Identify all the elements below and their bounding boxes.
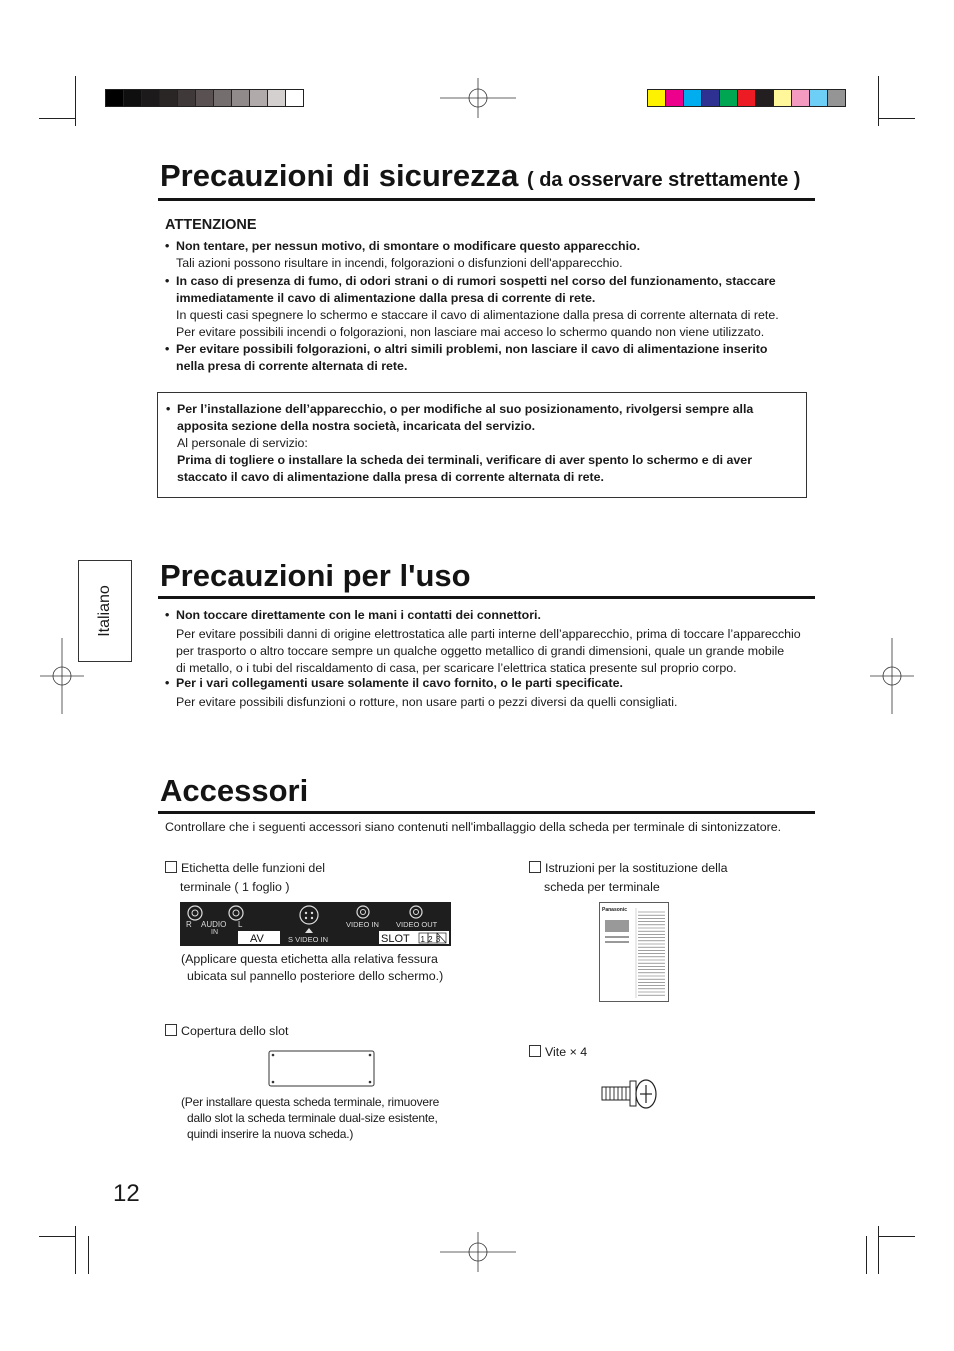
crop-mark — [39, 1236, 76, 1237]
strip-av-label: AV — [250, 933, 264, 945]
gray-color-bar — [105, 89, 304, 107]
color-swatch — [720, 90, 738, 106]
strip-slot-label: SLOT — [381, 933, 410, 945]
safety-section-title: Precauzioni di sicurezza ( da osservare strettamente ) — [160, 158, 801, 193]
color-swatch — [160, 90, 178, 106]
accessories-section-title: Accessori — [160, 773, 309, 808]
color-swatch — [648, 90, 666, 106]
color-swatch — [250, 90, 268, 106]
usage-item: • Per i vari collegamenti usare solamente il cavo fornito, o le parti specificate. Per evitare possibili disfunzioni o rotture, non usare parti o pezzi diversi da quelli consigliati. — [165, 676, 678, 709]
accessory-screw: Vite × 4 — [529, 1043, 587, 1062]
section-divider — [158, 596, 815, 599]
crop-mark — [878, 1226, 879, 1274]
color-swatch — [738, 90, 756, 106]
color-swatch — [792, 90, 810, 106]
color-swatch — [268, 90, 286, 106]
color-swatch — [232, 90, 250, 106]
attention-item: • In caso di presenza di fumo, di odori strani o di rumori sospetti nel corso del funzionamento, staccare immediatamente il cavo di alimentazione dalla presa di corrente di rete. In questi casi spegnere lo schermo e staccare il cavo di alimentazione dalla presa di corrente alternata di rete. Per evitare possibili incendi o folgorazioni, non lasciare mai acceso lo schermo quando non viene utilizzato. — [165, 274, 779, 339]
checkbox-icon — [529, 861, 541, 873]
color-swatch — [666, 90, 684, 106]
color-bar — [647, 89, 846, 107]
color-swatch — [702, 90, 720, 106]
usage-item: • Non toccare direttamente con le mani i contatti dei connettori. Per evitare possibili danni di origine elettrostatica alle parti interne dell’apparecchio, prima di toccare l’apparecchio per trasporto o altro toccare sempre un qualche oggetto metallico di grandi dimensioni, quale un grande mobile di metallo, o i tubi del riscaldamento di casa, per scaricare l’elettrica statica presente sul proprio corpo. — [165, 608, 801, 675]
color-swatch — [196, 90, 214, 106]
color-swatch — [774, 90, 792, 106]
language-tab-label: Italiano — [96, 585, 113, 637]
checkbox-icon — [165, 861, 177, 873]
color-swatch — [142, 90, 160, 106]
safety-section-subtitle: ( da osservare strettamente ) — [526, 169, 801, 191]
strip-slot-numbers: 123 — [420, 935, 444, 944]
attention-heading: ATTENZIONE — [165, 217, 257, 233]
color-swatch — [178, 90, 196, 106]
color-swatch — [756, 90, 774, 106]
attention-item: • Non tentare, per nessun motivo, di smontare o modificare questo apparecchio. Tali azioni possono risultare in incendi, folgorazioni o disfunzioni dell'apparecchio. — [165, 239, 641, 270]
section-divider — [158, 811, 815, 814]
registration-mark-icon — [440, 78, 516, 118]
checkbox-icon — [165, 1024, 177, 1036]
language-tab — [78, 560, 132, 662]
label-note: (Applicare questa etichetta alla relativa fessura ubicata sul pannello posteriore dello schermo.) — [181, 952, 444, 983]
accessory-slot-cover: Copertura dello slot — [165, 1022, 288, 1041]
instruction-leaflet-icon — [599, 902, 670, 1003]
color-swatch — [684, 90, 702, 106]
accessory-instructions: Istruzioni per la sostituzione della scheda per terminale — [529, 859, 728, 897]
color-swatch — [810, 90, 828, 106]
crop-mark — [866, 1236, 867, 1274]
crop-mark — [39, 118, 76, 119]
leaflet-brand: Panasonic — [602, 907, 628, 913]
color-swatch — [286, 90, 303, 106]
color-swatch — [106, 90, 124, 106]
terminal-label-strip — [180, 902, 451, 946]
checkbox-icon — [529, 1045, 541, 1057]
service-notice: • Per l’installazione dell’apparecchio, o per modifiche al suo posizionamento, rivolgersi sempre alla apposita sezione della nostra società, incaricata del servizio. Al personale di servizio: Prima di togliere o installare la scheda dei terminali, verificare di aver spento lo schermo e di aver staccato il cavo di alimentazione dalla presa di corrente alternata di rete. — [166, 402, 754, 484]
slot-cover-note: (Per installare questa scheda terminale, rimuovere dallo slot la scheda terminale dual-size esistente, quindi inserire la nuova scheda.) — [181, 1095, 440, 1141]
registration-mark-icon — [870, 638, 914, 714]
registration-mark-icon — [440, 1232, 516, 1272]
strip-in-label: IN — [211, 929, 218, 936]
strip-l-label: L — [238, 920, 243, 929]
accessory-label: Etichetta delle funzioni del terminale ( 1 foglio ) — [165, 859, 325, 897]
strip-video-out-label: VIDEO OUT — [396, 920, 438, 929]
screw-icon — [600, 1076, 660, 1112]
accessories-intro: Controllare che i seguenti accessori siano contenuti nell'imballaggio della scheda per terminale di sintonizzatore. — [165, 820, 782, 834]
color-swatch — [214, 90, 232, 106]
crop-mark — [75, 1226, 76, 1274]
page-number: 12 — [113, 1180, 140, 1207]
color-swatch — [124, 90, 142, 106]
crop-mark — [88, 1236, 89, 1274]
color-swatch — [828, 90, 845, 106]
section-divider — [158, 198, 815, 201]
strip-video-in-label: VIDEO IN — [346, 920, 379, 929]
attention-item: • Per evitare possibili folgorazioni, o altri simili problemi, non lasciare il cavo di alimentazione inserito nella presa di corrente alternata di rete. — [165, 342, 768, 373]
crop-mark — [878, 118, 915, 119]
slot-cover-icon — [268, 1050, 376, 1088]
usage-section-title: Precauzioni per l'uso — [160, 558, 471, 593]
strip-audio-label: AUDIO — [201, 920, 227, 929]
strip-r-label: R — [186, 920, 192, 929]
strip-svideo-label: S VIDEO IN — [288, 935, 329, 944]
crop-mark — [878, 1236, 915, 1237]
